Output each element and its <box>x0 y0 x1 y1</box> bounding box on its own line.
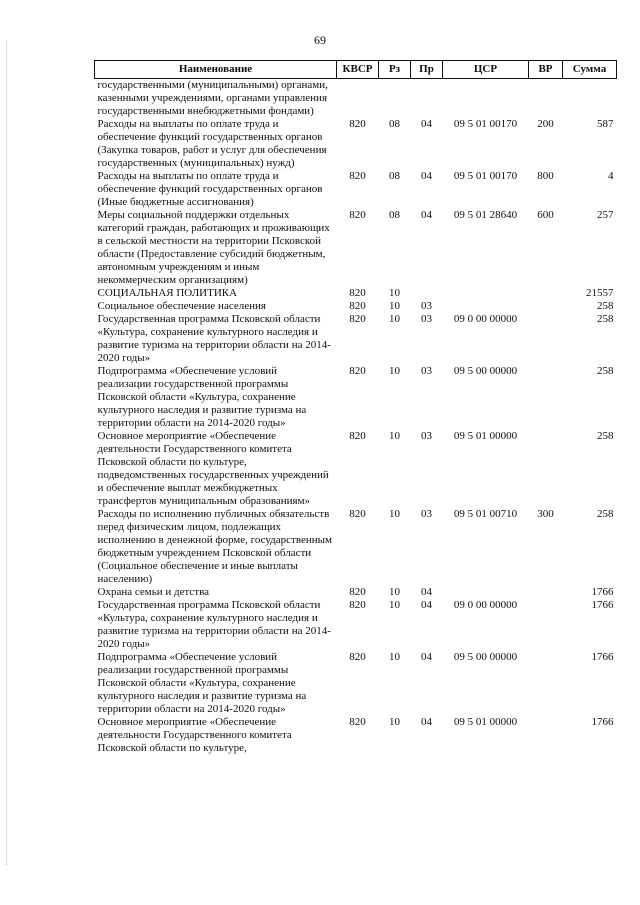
cell-vr <box>529 430 563 508</box>
cell-sum: 1766 <box>591 586 614 598</box>
cell-vr <box>529 365 563 430</box>
cell-pr: 03 <box>421 365 432 377</box>
cell-kvsr: 820 <box>349 287 366 299</box>
cell-kvsr: 820 <box>349 365 366 377</box>
cell-rz: 08 <box>389 209 400 221</box>
cell-vr: 600 <box>537 209 554 221</box>
cell-sum: 258 <box>597 365 614 377</box>
cell-pr: 03 <box>421 430 432 442</box>
header-rz: Рз <box>379 61 411 79</box>
cell-name: Государственная программа Псковской области «Культура, сохранение культурного наследия и развитие туризма на территории области на 2014-2020 годы» <box>97 313 331 364</box>
header-pr: Пр <box>411 61 443 79</box>
cell-kvsr: 820 <box>349 716 366 728</box>
table-row <box>95 79 617 119</box>
cell-csr <box>443 586 529 599</box>
cell-pr: 03 <box>421 508 432 520</box>
header-csr: ЦСР <box>443 61 529 79</box>
cell-pr <box>411 287 443 300</box>
cell-sum: 1766 <box>591 651 614 663</box>
cell-csr: 09 5 01 00170 <box>453 118 518 130</box>
header-kvsr: КВСР <box>337 61 379 79</box>
cell-vr <box>529 79 563 119</box>
cell-pr: 04 <box>421 170 432 182</box>
cell-sum: 21557 <box>586 287 614 299</box>
cell-rz: 10 <box>389 716 400 728</box>
budget-table <box>94 60 617 755</box>
cell-rz: 10 <box>389 651 400 663</box>
cell-kvsr: 820 <box>349 430 366 442</box>
cell-sum: 1766 <box>591 599 614 611</box>
cell-sum: 258 <box>597 300 614 312</box>
cell-name: Государственная программа Псковской области «Культура, сохранение культурного наследия и развитие туризма на территории области на 2014-2020 годы» <box>97 599 331 650</box>
cell-kvsr: 820 <box>349 599 366 611</box>
table-row <box>95 287 617 300</box>
table-row <box>95 586 617 599</box>
table-row <box>95 365 617 430</box>
cell-name: государственными (муниципальными) органами, казенными учреждениями, органами управления государственными внебюджетными фондами) <box>97 79 328 117</box>
cell-kvsr: 820 <box>349 508 366 520</box>
cell-sum: 258 <box>597 430 614 442</box>
cell-rz: 10 <box>389 300 400 312</box>
cell-vr <box>529 300 563 313</box>
cell-csr: 09 5 00 00000 <box>453 365 518 377</box>
cell-pr: 04 <box>421 586 432 598</box>
cell-sum: 258 <box>597 508 614 520</box>
cell-name: Расходы по исполнению публичных обязательств перед физическим лицом, подлежащих исполнению в денежной форме, государственным бюджетным учреждением Псковской области (Социальное обеспечение и иные выплаты населению) <box>97 508 332 585</box>
cell-name: Расходы на выплаты по оплате труда и обеспечение функций государственных органов (Закупка товаров, работ и услуг для обеспечения государственных (муниципальных) нужд) <box>97 118 327 169</box>
cell-rz: 08 <box>389 170 400 182</box>
cell-kvsr: 820 <box>349 118 366 130</box>
cell-pr: 03 <box>421 300 432 312</box>
cell-vr <box>529 651 563 716</box>
table-row <box>95 599 617 651</box>
cell-csr: 09 5 01 00000 <box>453 430 518 442</box>
table-row <box>95 313 617 365</box>
cell-rz <box>379 79 411 119</box>
table-row <box>95 118 617 170</box>
cell-name: Охрана семьи и детства <box>97 586 210 598</box>
cell-csr: 09 5 01 00710 <box>453 508 518 520</box>
cell-rz: 10 <box>389 287 400 299</box>
cell-name: Основное мероприятие «Обеспечение деятельности Государственного комитета Псковской области по культуре, подведомственных государственных учреждений и обеспечение выплат межбюджетных трансфертов муниципальным образованиям» <box>97 430 329 507</box>
page-number: 69 <box>314 33 326 47</box>
header-name: Наименование <box>95 61 337 79</box>
cell-pr: 04 <box>421 118 432 130</box>
cell-name: Основное мероприятие «Обеспечение деятельности Государственного комитета Псковской области по культуре, <box>97 716 292 754</box>
cell-kvsr: 820 <box>349 209 366 221</box>
cell-rz: 08 <box>389 118 400 130</box>
table-row <box>95 651 617 716</box>
cell-csr: 09 0 00 00000 <box>453 599 518 611</box>
table-row <box>95 300 617 313</box>
cell-csr: 09 5 01 28640 <box>453 209 518 221</box>
table-row <box>95 209 617 287</box>
cell-sum: 257 <box>597 209 614 221</box>
cell-kvsr: 820 <box>349 313 366 325</box>
cell-name: Подпрограмма «Обеспечение условий реализации государственной программы Псковской области «Культура, сохранение культурного наследия и развитие туризма на территории области на 2014-2020 годы» <box>97 365 307 429</box>
cell-csr: 09 5 01 00170 <box>453 170 518 182</box>
cell-pr <box>411 79 443 119</box>
cell-sum <box>563 79 617 119</box>
cell-name: Расходы на выплаты по оплате труда и обеспечение функций государственных органов (Иные бюджетные ассигнования) <box>97 170 323 208</box>
cell-pr: 04 <box>421 651 432 663</box>
cell-name: Социальное обеспечение населения <box>97 300 266 312</box>
cell-rz: 10 <box>389 508 400 520</box>
cell-name: Подпрограмма «Обеспечение условий реализации государственной программы Псковской области «Культура, сохранение культурного наследия и развитие туризма на территории области на 2014-2020 годы» <box>97 651 307 715</box>
table-row <box>95 508 617 586</box>
cell-sum: 1766 <box>591 716 614 728</box>
table-body <box>95 79 617 756</box>
table-header-row <box>95 61 617 79</box>
cell-kvsr: 820 <box>349 586 366 598</box>
cell-kvsr <box>337 79 379 119</box>
cell-kvsr: 820 <box>349 651 366 663</box>
cell-rz: 10 <box>389 430 400 442</box>
cell-vr <box>529 313 563 365</box>
cell-sum: 587 <box>597 118 614 130</box>
cell-vr: 800 <box>537 170 554 182</box>
cell-csr <box>443 300 529 313</box>
cell-sum: 258 <box>597 313 614 325</box>
scan-edge <box>6 40 8 865</box>
cell-vr <box>529 716 563 755</box>
table-row <box>95 430 617 508</box>
cell-name: Меры социальной поддержки отдельных категорий граждан, работающих и проживающих в сельской местности на территории Псковской области (Предоставление субсидий бюджетным, автономным учреждениям и иным некоммерческим организациям) <box>97 209 330 286</box>
cell-vr <box>529 599 563 651</box>
cell-kvsr: 820 <box>349 170 366 182</box>
cell-csr <box>443 79 529 119</box>
cell-pr: 04 <box>421 716 432 728</box>
cell-rz: 10 <box>389 365 400 377</box>
cell-vr <box>529 586 563 599</box>
cell-rz: 10 <box>389 586 400 598</box>
table-row <box>95 170 617 209</box>
cell-pr: 03 <box>421 313 432 325</box>
header-sum: Сумма <box>563 61 617 79</box>
cell-rz: 10 <box>389 313 400 325</box>
cell-vr <box>529 287 563 300</box>
cell-pr: 04 <box>421 209 432 221</box>
header-vr: ВР <box>529 61 563 79</box>
table-row <box>95 716 617 755</box>
cell-pr: 04 <box>421 599 432 611</box>
cell-csr: 09 0 00 00000 <box>453 313 518 325</box>
cell-rz: 10 <box>389 599 400 611</box>
cell-name: СОЦИАЛЬНАЯ ПОЛИТИКА <box>97 287 238 299</box>
cell-vr: 200 <box>537 118 554 130</box>
cell-sum: 4 <box>608 170 614 182</box>
cell-csr <box>443 287 529 300</box>
cell-kvsr: 820 <box>349 300 366 312</box>
cell-csr: 09 5 00 00000 <box>453 651 518 663</box>
cell-csr: 09 5 01 00000 <box>453 716 518 728</box>
cell-vr: 300 <box>537 508 554 520</box>
